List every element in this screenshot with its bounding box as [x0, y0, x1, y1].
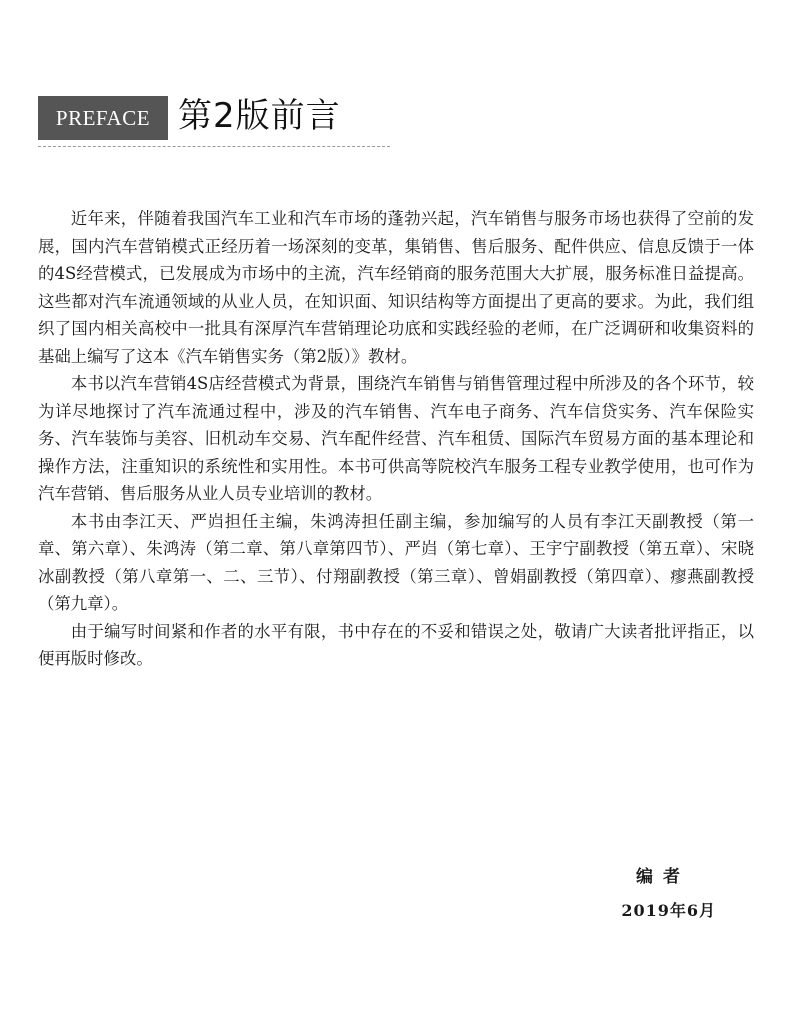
preface-tag: PREFACE	[38, 96, 168, 140]
dashed-divider	[38, 146, 390, 147]
signature-date: 2019年6月	[621, 901, 716, 920]
preface-body	[38, 205, 754, 673]
author-signature: 编者	[636, 867, 690, 887]
preface-header	[38, 96, 390, 144]
page-title: 第2版前言	[178, 96, 341, 136]
paragraph-4: 由于编写时间紧和作者的水平有限，书中存在的不妥和错误之处，敬请广大读者批评指正，以便再版时修改。	[38, 621, 754, 668]
paragraph-2: 本书以汽车营销4S店经营模式为背景，围绕汽车销售与销售管理过程中所涉及的各个环节，较为详尽地探讨了汽车流通过程中，涉及的汽车销售、汽车电子商务、汽车信贷实务、汽车保险实务、汽车装饰与美容、旧机动车交易、汽车配件经营、汽车租赁、国际汽车贸易方面的基本理论和操作方法，注重知识的系统性和实用性。本书可供高等院校汽车服务工程专业教学使用，也可作为汽车营销、售后服务从业人员专业培训的教材。	[38, 374, 754, 503]
paragraph-1: 近年来，伴随着我国汽车工业和汽车市场的蓬勃兴起，汽车销售与服务市场也获得了空前的发展，国内汽车营销模式正经历着一场深刻的变革，集销售、售后服务、配件供应、信息反馈于一体的4S经营模式，已发展成为市场中的主流，汽车经销商的服务范围大大扩展，服务标准日益提高。这些都对汽车流通领域的从业人员，在知识面、知识结构等方面提出了更高的要求。为此，我们组织了国内相关高校中一批具有深厚汽车营销理论功底和实践经验的老师，在广泛调研和收集资料的基础上编写了这本《汽车销售实务（第2版）》教材。	[38, 209, 754, 366]
paragraph-3: 本书由李江天、严岿担任主编，朱鸿涛担任副主编，参加编写的人员有李江天副教授（第一章、第六章）、朱鸿涛（第二章、第八章第四节）、严岿（第七章）、王宇宁副教授（第五章）、宋晓冰副教授（第八章第一、二、三节）、付翔副教授（第三章）、曾娟副教授（第四章）、瘳燕副教授（第九章）。	[38, 511, 754, 613]
